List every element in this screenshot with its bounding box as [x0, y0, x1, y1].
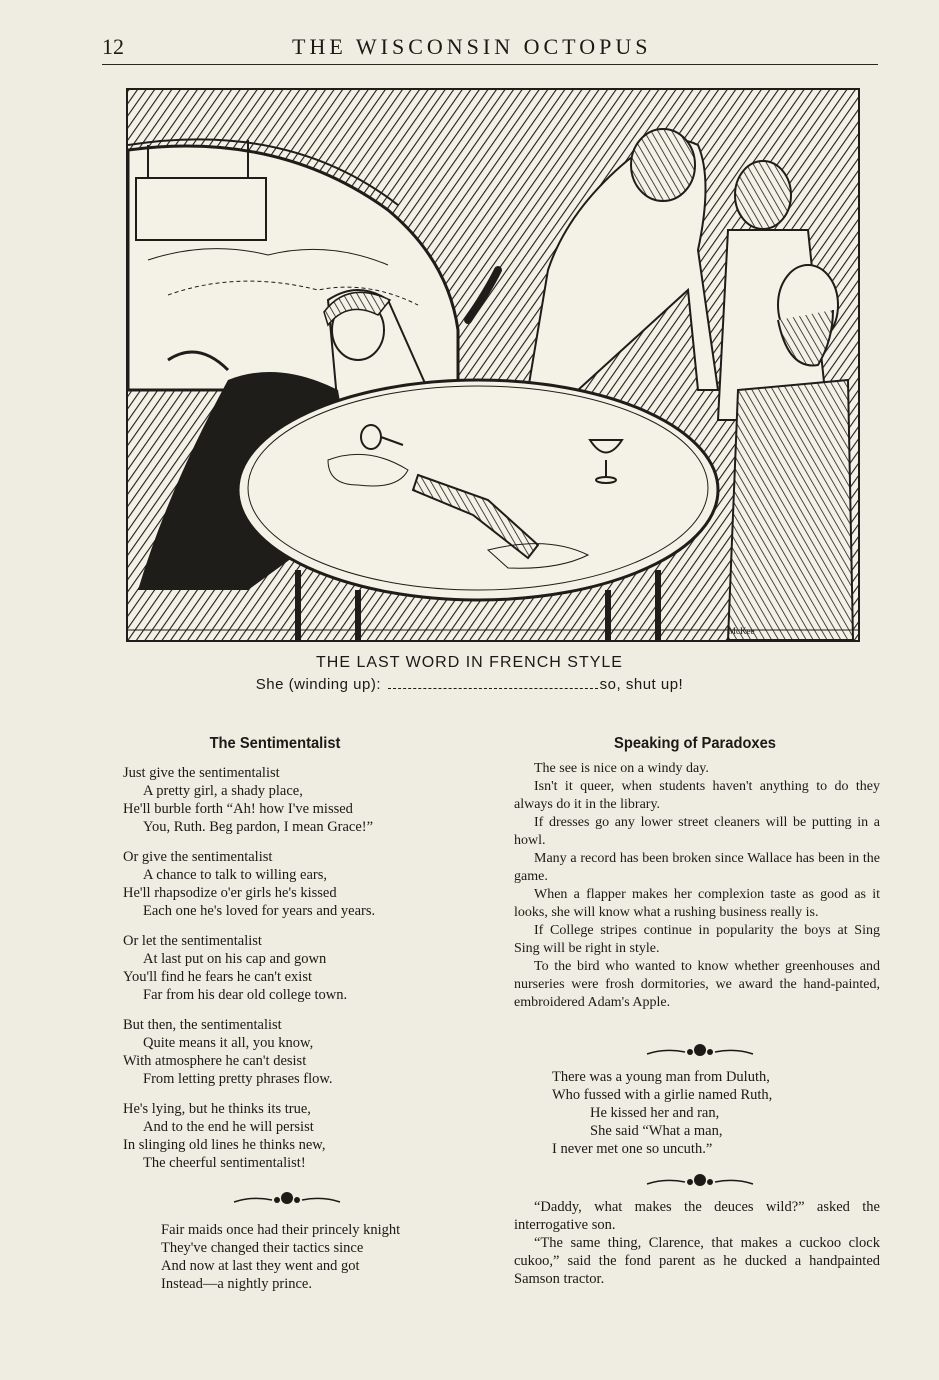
poem-stanza	[123, 848, 463, 920]
limerick-line: I never met one so uncuth.”	[552, 1141, 713, 1157]
sentimentalist-poem	[123, 764, 463, 1184]
cartoon-drawing	[128, 90, 858, 640]
poem-line: The cheerful sentimentalist!	[143, 1155, 306, 1171]
running-title: THE WISCONSIN OCTOPUS	[292, 34, 652, 59]
poem-line: Quite means it all, you know,	[143, 1035, 314, 1051]
poem-stanza	[123, 1016, 463, 1088]
page-header	[102, 34, 878, 65]
cartoon-illustration	[126, 88, 860, 642]
verse-line: Fair maids once had their princely knight	[161, 1222, 401, 1238]
verse-line: And now at last they went and got	[161, 1258, 360, 1274]
poem-line: He'll burble forth “Ah! how I've missed	[123, 801, 353, 817]
poem-line: Or give the sentimentalist	[123, 849, 273, 865]
daddy-joke	[514, 1198, 880, 1288]
poem-stanza	[123, 764, 463, 836]
poem-line: A chance to talk to willing ears,	[143, 867, 328, 883]
paradox-paragraph: If College stripes continue in popularity the boys at Sing Sing will be right in style.	[514, 923, 880, 956]
poem-line: But then, the sentimentalist	[123, 1017, 282, 1033]
poem-line: Or let the sentimentalist	[123, 933, 262, 949]
duluth-limerick	[552, 1068, 772, 1158]
paradoxes-title: Speaking of Paradoxes	[614, 735, 776, 752]
ornament-divider	[645, 1170, 755, 1190]
paradox-paragraph: Isn't it queer, when students haven't anything to do they always do it in the library.	[514, 779, 880, 812]
page-number: 12	[102, 34, 124, 59]
limerick-line: She said “What a man,	[590, 1123, 723, 1139]
poem-line: He's lying, but he thinks its true,	[123, 1101, 311, 1117]
paradox-paragraph: If dresses go any lower street cleaners will be putting in a howl.	[514, 815, 880, 848]
princely-knight-verse	[161, 1221, 400, 1293]
verse-line: Instead—a nightly prince.	[161, 1276, 312, 1292]
cartoon-caption-line	[0, 676, 939, 693]
limerick-line: There was a young man from Duluth,	[552, 1069, 770, 1085]
poem-line: Each one he's loved for years and years.	[143, 903, 376, 919]
poem-line: From letting pretty phrases flow.	[143, 1071, 333, 1087]
ornament-divider	[232, 1188, 342, 1208]
poem-line: Far from his dear old college town.	[143, 987, 348, 1003]
limerick-line: He kissed her and ran,	[590, 1105, 720, 1121]
paradox-paragraph: To the bird who wanted to know whether greenhouses and nurseries were frosh dormitories, we award the hand-painted, embroidered Adam's Apple.	[514, 959, 880, 1010]
paradox-paragraph: Many a record has been broken since Wallace has been in the game.	[514, 851, 880, 884]
artist-signature: McKee	[728, 626, 755, 636]
poem-line: With atmosphere he can't desist	[123, 1053, 307, 1069]
poem-line: Just give the sentimentalist	[123, 765, 280, 781]
poem-line: In slinging old lines he thinks new,	[123, 1137, 326, 1153]
poem-line: And to the end he will persist	[143, 1119, 314, 1135]
limerick-line: Who fussed with a girlie named Ruth,	[552, 1087, 773, 1103]
verse-line: They've changed their tactics since	[161, 1240, 364, 1256]
joke-paragraph: “The same thing, Clarence, that makes a cuckoo clock cukoo,” said the fond parent as he ducked a handpainted Samson tractor.	[514, 1235, 880, 1287]
poem-line: You'll find he fears he can't exist	[123, 969, 312, 985]
poem-stanza	[123, 1100, 463, 1172]
ornament-divider	[645, 1040, 755, 1060]
caption-dash-line	[388, 677, 598, 689]
cartoon-caption-title: THE LAST WORD IN FRENCH STYLE	[316, 654, 623, 671]
poem-line: At last put on his cap and gown	[143, 951, 327, 967]
caption-speaker: She (winding up):	[255, 676, 381, 693]
poem-line: A pretty girl, a shady place,	[143, 783, 303, 799]
poem-stanza	[123, 932, 463, 1004]
sentimentalist-title: The Sentimentalist	[209, 735, 341, 752]
paradox-paragraph: When a flapper makes her complexion taste as good as it looks, she will know what a rushing business really is.	[514, 887, 880, 920]
caption-ending: so, shut up!	[599, 676, 684, 693]
joke-paragraph: “Daddy, what makes the deuces wild?” asked the interrogative son.	[514, 1199, 880, 1233]
paradox-paragraph: The see is nice on a windy day.	[534, 761, 709, 776]
paradoxes-text	[514, 760, 880, 1012]
poem-line: You, Ruth. Beg pardon, I mean Grace!”	[143, 819, 374, 835]
poem-line: He'll rhapsodize o'er girls he's kissed	[123, 885, 337, 901]
